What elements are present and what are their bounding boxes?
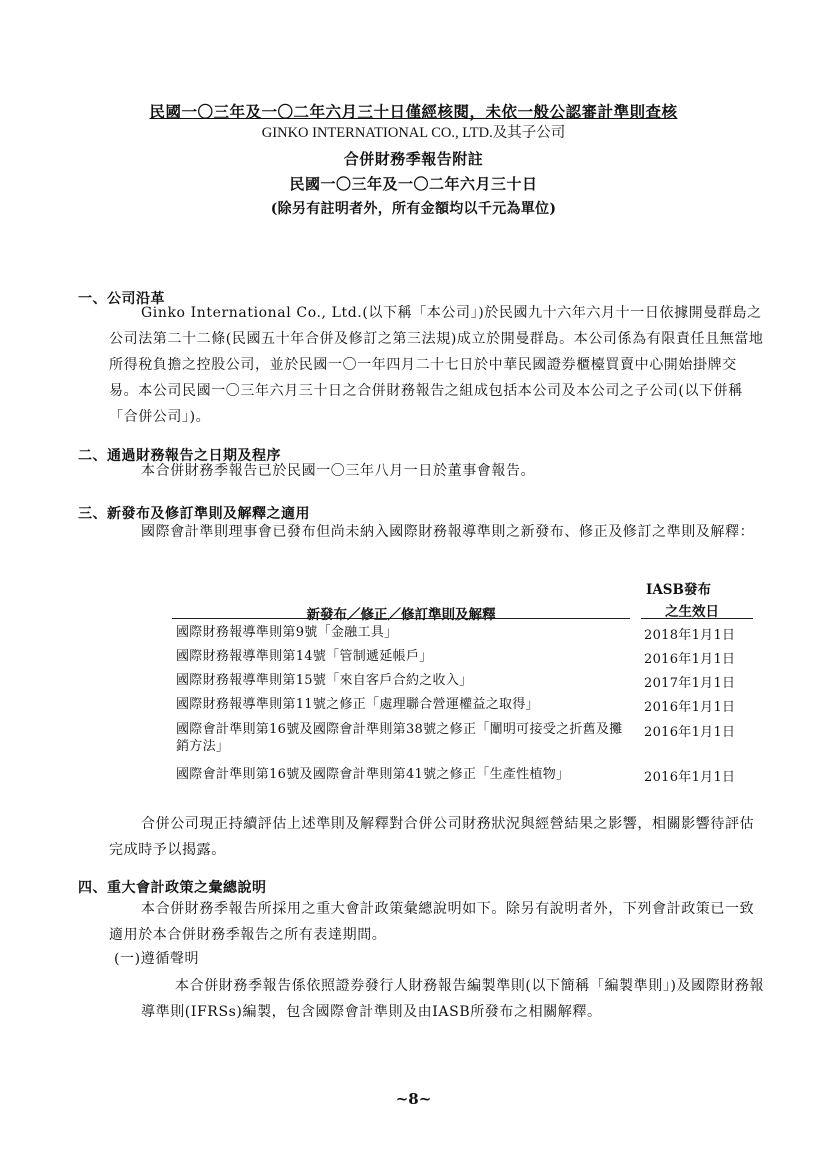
table-header-effective-line1: IASB發布 <box>646 582 711 598</box>
table-header-rule-left <box>172 618 630 619</box>
table-row-3-standard: 國際財務報導準則第15號「來自客戶合約之收入」 <box>176 673 473 688</box>
section-3-intro: 國際會計準則理事會已發布但尚未納入國際財務報導準則之新發布、修正及修訂之準則及解釋： <box>141 524 755 540</box>
table-row-2-standard: 國際財務報導準則第14號「管制遞延帳戶」 <box>176 649 433 664</box>
section-4-intro: 本合併財務季報告所採用之重大會計政策彙總說明如下。除另有說明者外，下列會計政策已一致適用於本合併財務季報告之所有表達期間。 <box>109 901 755 943</box>
unit-note: (除另有註明者外，所有金額均以千元為單位) <box>270 201 557 217</box>
report-review-notice: 民國一〇三年及一〇二年六月三十日僅經核閱，未依一般公認審計準則查核 <box>149 102 678 121</box>
table-row-5-date: 2016年1月1日 <box>644 725 736 740</box>
table-header-standard: 新發布／修正／修訂準則及解釋 <box>306 607 496 623</box>
company-name: GINKO INTERNATIONAL CO., LTD.及其子公司 <box>261 125 566 141</box>
document-title: 合併財務季報告附註 <box>343 150 484 168</box>
subsection-1-body: 本合併財務季報告係依照證券發行人財務報告編製準則(以下簡稱「編製準則」)及國際財務報導準則(IFRSs)編製，包含國際會計準則及由IASB所發布之相關解釋。 <box>141 978 765 1020</box>
section-1-title: 一、公司沿革 <box>78 291 165 307</box>
section-1-body: Ginko International Co., Ltd.(以下稱「本公司」)於民國九十六年六月十一日依據開曼群島之公司法第二十二條(民國五十年合併及修訂之第三法規)成立於開曼群島。本公司係為有限責任且無當地所得稅負擔之控股公司，並於民國一〇一年四月二十七日於中華民國證券櫃檯買賣中心開始掛牌交易。本公司民國一〇三年六月三十日之合併財務報告之組成包括本公司及本公司之子公司(以下併稱「合併公司」)。 <box>109 305 764 425</box>
section-2-title: 二、通過財務報告之日期及程序 <box>78 448 281 464</box>
table-row-6-date: 2016年1月1日 <box>644 770 736 785</box>
subsection-1-title: (一)遵循聲明 <box>114 951 200 967</box>
table-row-4-date: 2016年1月1日 <box>644 700 736 715</box>
table-header-effective-line2: 之生效日 <box>665 604 719 620</box>
table-row-6-standard: 國際會計準則第16號及國際會計準則第41號之修正「生產性植物」 <box>176 767 570 782</box>
section-3-title: 三、新發布及修訂準則及解釋之適用 <box>78 506 310 522</box>
table-row-4-standard: 國際財務報導準則第11號之修正「處理聯合營運權益之取得」 <box>176 697 539 712</box>
table-row-1-standard: 國際財務報導準則第9號「金融工具」 <box>176 625 398 640</box>
table-header-rule-right <box>641 618 753 619</box>
section-2-body: 本合併財務季報告已於民國一〇三年八月一日於董事會報告。 <box>141 463 536 479</box>
table-row-2-date: 2016年1月1日 <box>644 652 736 667</box>
table-row-3-date: 2017年1月1日 <box>644 676 736 691</box>
table-row-5-standard: 國際會計準則第16號及國際會計準則第38號之修正「闡明可接受之折舊及攤銷方法」 <box>176 722 623 754</box>
page-number: ~8~ <box>395 1090 432 1108</box>
report-date: 民國一〇三年及一〇二年六月三十日 <box>289 175 538 193</box>
table-row-1-date: 2018年1月1日 <box>644 628 736 643</box>
section-3-outro: 合併公司現正持續評估上述準則及解釋對合併公司財務狀況與經營結果之影響，相關影響待評估完成時予以揭露。 <box>109 816 755 858</box>
section-4-title: 四、重大會計政策之彙總說明 <box>78 880 267 896</box>
